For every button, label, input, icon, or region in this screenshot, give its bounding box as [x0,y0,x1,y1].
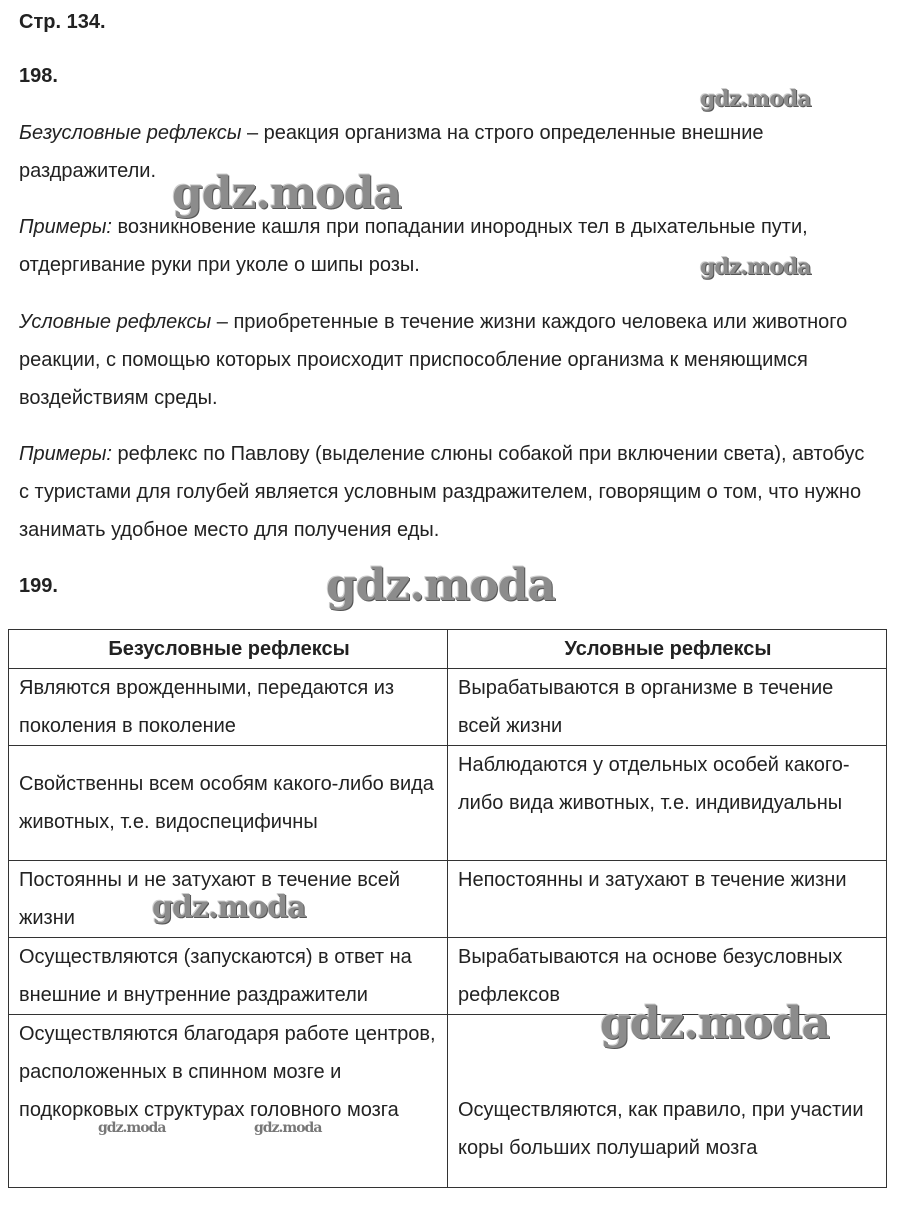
watermark: gdz.moda [98,1120,166,1136]
table-row [9,1015,887,1188]
table-cell: Осуществляются благодаря работе центров, расположенных в спинном мозге и подкорковых структурах головного мозга [9,1015,448,1188]
table-cell: Вырабатываются в организме в течение всей жизни [448,669,887,746]
task-198-number: 198. [19,65,58,87]
reflex-comparison-table [8,629,887,1188]
definition-text: – реакция организма на строго определенные внешние раздражители. [19,122,764,182]
table-row [9,938,887,1015]
table-cell: Осуществляются (запускаются) в ответ на внешние и внутренние раздражители [9,938,448,1015]
term-examples: Примеры: [19,443,112,465]
table-cell: Постоянны и не затухают в течение всей жизни [9,861,448,938]
watermark: gdz.moda [326,560,556,611]
definition-text: – приобретенные в течение жизни каждого человека или животного реакции, с помощью которых происходит приспособление организма к меняющимся воздействиям среды. [19,311,848,409]
table-cell: Наблюдаются у отдельных особей какого-либо вида животных, т.е. индивидуальны [448,746,887,861]
paragraph-conditioned-definition [19,303,879,417]
paragraph-conditioned-examples [19,435,879,549]
table-cell: Непостоянны и затухают в течение жизни [448,861,887,938]
table-cell: Свойственны всем особям какого-либо вида животных, т.е. видоспецифичны [9,746,448,861]
task-199-number: 199. [19,575,58,597]
watermark: gdz.moda [254,1120,322,1136]
table-cell: Являются врожденными, передаются из поколения в поколение [9,669,448,746]
watermark: gdz.moda [700,86,811,112]
table-row [9,669,887,746]
paragraph-unconditioned-examples [19,208,879,284]
examples-text: возникновение кашля при попадании инородных тел в дыхательные пути, отдергивание руки при уколе о шипы розы. [19,216,808,276]
watermark: gdz.moda [172,168,402,219]
page-header: Стр. 134. [19,11,106,33]
table-cell: Осуществляются, как правило, при участии коры больших полушарий мозга [448,1015,887,1188]
paragraph-unconditioned-definition [19,114,879,190]
column-header-unconditioned: Безусловные рефлексы [9,630,448,669]
column-header-conditioned: Условные рефлексы [448,630,887,669]
term-unconditioned: Безусловные рефлексы [19,122,242,144]
watermark: gdz.moda [600,998,830,1049]
examples-text: рефлекс по Павлову (выделение слюны собакой при включении света), автобус с туристами для голубей является условным раздражителем, говорящим о том, что нужно занимать удобное место для получения еды. [19,443,865,541]
watermark: gdz.moda [700,254,811,280]
table-row [9,746,887,861]
table-row [9,861,887,938]
term-conditioned: Условные рефлексы [19,311,212,333]
watermark: gdz.moda [152,890,306,925]
table-header-row [9,630,887,669]
table-cell: Вырабатываются на основе безусловных рефлексов [448,938,887,1015]
term-examples: Примеры: [19,216,112,238]
